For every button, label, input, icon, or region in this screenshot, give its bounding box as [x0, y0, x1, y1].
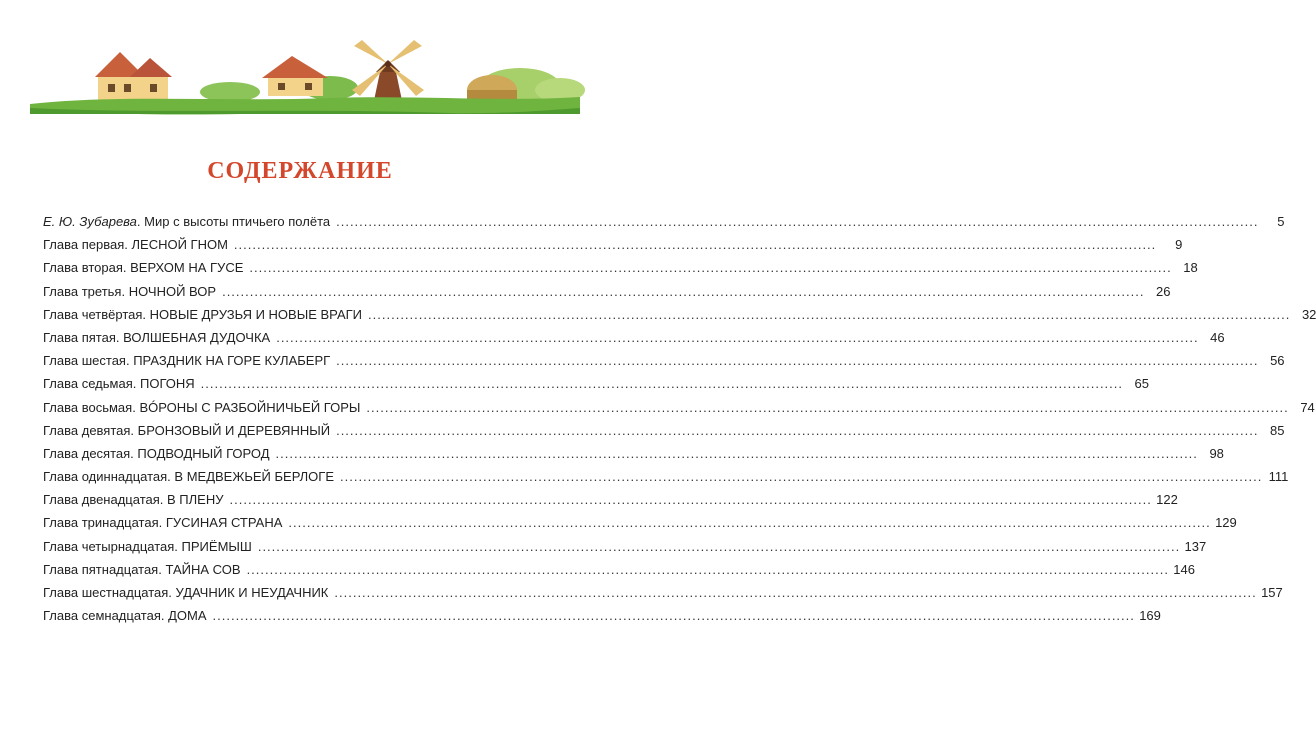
dot-leader: ........................................................................................................................................................................................................ — [336, 353, 1259, 369]
toc-entry-row — [43, 326, 1225, 349]
toc-entry-title: ВОЛШЕБНАЯ ДУДОЧКА — [123, 329, 271, 345]
toc-entry-row — [43, 303, 1316, 326]
toc-entry-page: 46 — [1210, 329, 1225, 345]
toc-entry-row — [43, 511, 1237, 534]
toc-entry-chapter: Глава первая. — [43, 237, 128, 253]
dot-leader: ........................................................................................................................................................................................................ — [257, 538, 1181, 554]
toc-entry-row — [43, 419, 1285, 442]
house-left — [95, 52, 172, 100]
toc-entry-chapter: Глава шестая. — [43, 353, 130, 369]
toc-entry-chapter: Глава четырнадцатая. — [43, 538, 178, 554]
toc-entry-row — [43, 581, 1283, 604]
toc-entry-title: ТАЙНА СОВ — [165, 561, 241, 577]
toc-entry-title: НОЧНОЙ ВОР — [128, 283, 217, 299]
toc-intro-row — [43, 210, 1285, 233]
toc-entry-row — [43, 396, 1315, 419]
toc-entry-title: В МЕДВЕЖЬЕЙ БЕРЛОГЕ — [174, 469, 334, 485]
toc-entry-title: ДОМА — [168, 608, 207, 624]
village-illustration — [0, 0, 600, 130]
toc-entry-page: 65 — [1134, 376, 1150, 392]
toc-entry-label — [43, 465, 334, 488]
toc-entry-row — [43, 442, 1224, 465]
toc-entry-title: ПРАЗДНИК НА ГОРЕ КУЛАБЕРГ — [133, 353, 331, 369]
toc-entry-page: 111 — [1268, 469, 1289, 485]
toc-entry-label — [43, 488, 224, 511]
dot-leader: ........................................................................................................................................................................................................ — [222, 283, 1145, 299]
toc-entry-label — [43, 558, 241, 581]
toc-entry-page: 122 — [1156, 492, 1178, 508]
toc-entry-page: 129 — [1215, 515, 1237, 531]
toc-entry-chapter: Глава вторая. — [43, 260, 127, 276]
house-middle — [262, 56, 328, 96]
toc-entry-label — [43, 442, 270, 465]
toc-entry-page: 137 — [1184, 538, 1207, 554]
dot-leader: ........................................................................................................................................................................................................ — [233, 237, 1157, 253]
toc-entry-label — [43, 372, 195, 395]
toc-entry-row — [43, 488, 1178, 511]
toc-intro-page: 5 — [1277, 214, 1285, 229]
toc-entry-chapter: Глава тринадцатая. — [43, 515, 163, 531]
dot-leader: ........................................................................................................................................................................................................ — [275, 445, 1198, 461]
toc-entry-chapter: Глава десятая. — [43, 445, 134, 461]
toc-entry-chapter: Глава пятая. — [43, 329, 120, 345]
dot-leader: ........................................................................................................................................................................................................ — [334, 585, 1257, 600]
toc-entry-page: 169 — [1139, 608, 1161, 624]
toc-entry-row — [43, 349, 1285, 372]
dot-leader: ........................................................................................................................................................................................................ — [200, 376, 1124, 392]
toc-entry-page: 85 — [1269, 422, 1285, 438]
toc-entry-title: В ПЛЕНУ — [167, 492, 224, 508]
dot-leader: ........................................................................................................................................................................................................ — [340, 469, 1263, 485]
dot-leader: ........................................................................................................................................................................................................ — [249, 260, 1172, 276]
toc-entry-label — [43, 511, 282, 534]
toc-entry-title: ПРИЁМЫШ — [181, 538, 252, 554]
toc-entry-row — [43, 535, 1207, 558]
toc-entry-row — [43, 372, 1150, 395]
toc-entry-chapter: Глава семнадцатая. — [43, 608, 165, 624]
toc-entry-page: 26 — [1155, 283, 1171, 299]
dot-leader: ........................................................................................................................................................................................................ — [246, 561, 1169, 577]
toc-entry-chapter: Глава восьмая. — [43, 399, 136, 415]
dot-leader: ........................................................................................................................................................................................................ — [276, 329, 1199, 345]
toc-entry-chapter: Глава шестнадцатая. — [43, 585, 172, 600]
dot-leader: ........................................................................................................................................................................................................ — [368, 306, 1291, 322]
toc-entry-page: 18 — [1183, 260, 1198, 276]
toc-entry-title: ГУСИНАЯ СТРАНА — [165, 515, 283, 531]
toc-entry-page: 56 — [1270, 353, 1285, 369]
toc-entry-row — [43, 280, 1171, 303]
toc-entry-chapter: Глава двенадцатая. — [43, 492, 164, 508]
toc-entry-row — [43, 256, 1198, 279]
toc-entry-chapter: Глава третья. — [43, 283, 126, 299]
dot-leader: ........................................................................................................................................................................................................ — [212, 608, 1135, 624]
toc-entry-page: 9 — [1175, 237, 1183, 253]
toc-entry-title: НОВЫЕ ДРУЗЬЯ И НОВЫЕ ВРАГИ — [149, 306, 363, 322]
toc-entry-page: 146 — [1173, 561, 1195, 577]
dot-leader: ........................................................................................................................................................................................................ — [336, 422, 1259, 438]
toc-intro-author: Е. Ю. Зубарева — [43, 214, 137, 229]
toc-entry-title: ПОДВОДНЫЙ ГОРОД — [137, 445, 270, 461]
toc-entry-title: БРОНЗОВЫЙ И ДЕРЕВЯННЫЙ — [137, 422, 331, 438]
toc-entry-label — [43, 326, 270, 349]
toc-entry-chapter: Глава четвёртая. — [43, 306, 147, 322]
toc-entry-title: ЛЕСНОЙ ГНОМ — [131, 237, 228, 253]
toc-entry-row — [43, 465, 1289, 488]
toc-entry-label — [43, 256, 243, 279]
toc-entry-chapter: Глава девятая. — [43, 422, 135, 438]
toc-entry-chapter: Глава седьмая. — [43, 376, 137, 392]
toc-entry-page: 98 — [1209, 445, 1224, 461]
toc-entry-chapter: Глава пятнадцатая. — [43, 561, 162, 577]
toc-intro-title: . Мир с высоты птичьего полёта — [136, 214, 331, 229]
toc-entry-label — [43, 396, 360, 419]
toc-entry-label — [43, 303, 362, 326]
toc-entry-title: УДАЧНИК И НЕУДАЧНИК — [175, 585, 329, 600]
toc-entry-row — [43, 233, 1183, 256]
toc-entry-title: ВЕРХОМ НА ГУСЕ — [130, 260, 244, 276]
toc-entry-page: 74 — [1300, 399, 1315, 415]
page-title: СОДЕРЖАНИЕ — [207, 158, 393, 184]
toc-intro-label — [43, 210, 330, 233]
toc-entry-label — [43, 581, 328, 604]
toc-entry-label — [43, 349, 330, 372]
toc-entry-row — [43, 558, 1195, 581]
toc-entry-label — [43, 604, 207, 627]
dot-leader: ........................................................................................................................................................................................................ — [288, 515, 1211, 531]
dot-leader: ........................................................................................................................................................................................................ — [366, 399, 1289, 415]
toc-entry-label — [43, 419, 330, 442]
toc-entry-row — [43, 604, 1161, 627]
toc-entry-title: ПОГОНЯ — [139, 376, 195, 392]
toc-entry-title: ВÓРОНЫ С РАЗБОЙНИЧЬЕЙ ГОРЫ — [139, 399, 361, 415]
dot-leader: ........................................................................................................................................................................................................ — [229, 492, 1152, 508]
toc-entry-label — [43, 233, 228, 256]
toc-entry-label — [43, 535, 252, 558]
toc-entry-page: 32 — [1301, 306, 1316, 322]
toc-entry-page: 157 — [1261, 585, 1283, 600]
dot-leader: ........................................................................................................................................................................................................ — [336, 214, 1259, 229]
table-of-contents — [43, 210, 1316, 627]
toc-entry-label — [43, 280, 216, 303]
toc-entry-chapter: Глава одиннадцатая. — [43, 469, 171, 485]
